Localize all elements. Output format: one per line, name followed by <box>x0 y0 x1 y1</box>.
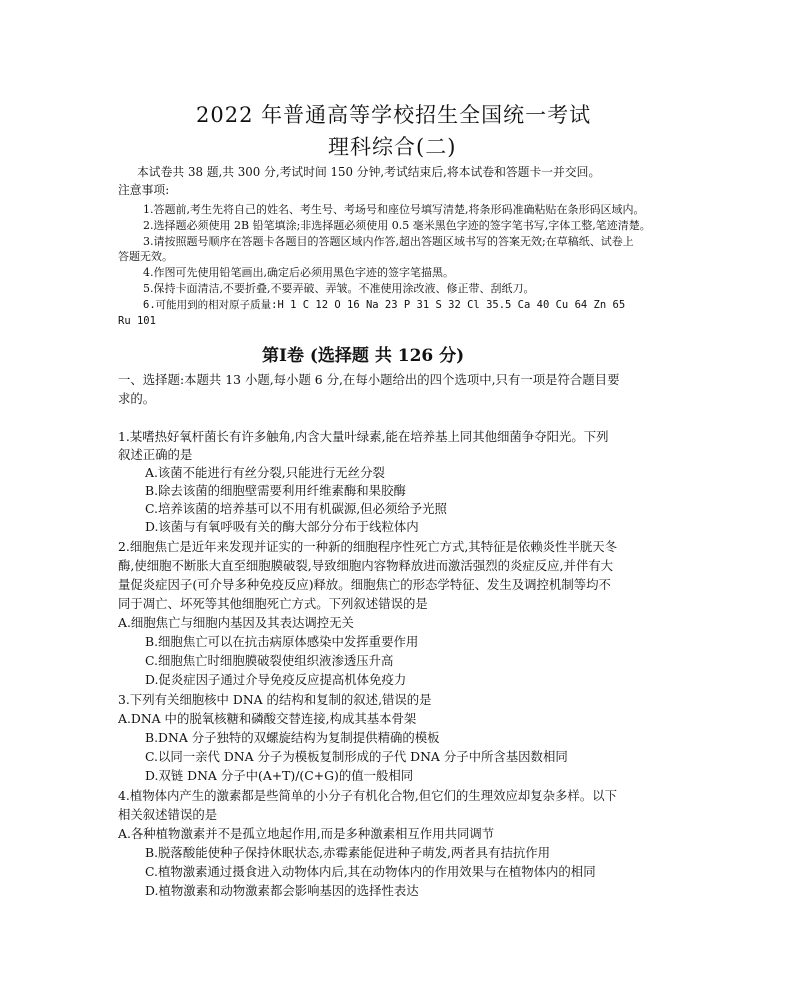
question-stem: 相关叙述错误的是 <box>118 807 218 822</box>
notice-item: 6.可能用到的相对原子质量:H 1 C 12 O 16 Na 23 P 31 S 32 Cl 35.5 Ca 40 Cu 64 Zn 65 <box>143 299 626 311</box>
question-stem: 叙述正确的是 <box>118 447 193 462</box>
option-d: D.双链 DNA 分子中(A+T)/(C+G)的值一般相同 <box>145 768 414 783</box>
notice-item: 5.保持卡面清洁,不要折叠,不要弄破、弄皱。不准使用涂改液、修正带、刮纸刀。 <box>143 282 535 295</box>
question-stem: 同于凋亡、坏死等其他细胞死亡方式。下列叙述错误的是 <box>118 596 428 611</box>
exam-title: 2022 年普通高等学校招生全国统一考试 <box>196 103 592 127</box>
question-stem: 3.下列有关细胞核中 DNA 的结构和复制的叙述,错误的是 <box>118 692 432 707</box>
question-stem: 2.细胞焦亡是近年来发现并证实的一种新的细胞程序性死亡方式,其特征是依赖炎性半胱天冬 <box>118 539 617 554</box>
exam-subtitle: 理科综合(二) <box>328 135 457 159</box>
notice-item: 4.作图可先使用铅笔画出,确定后必须用黑色字迹的签字笔描黑。 <box>143 266 454 279</box>
notice-item: 1.答题前,考生先将自己的姓名、考生号、考场号和座位号填写清楚,将条形码准确粘贴在条形码区域内。 <box>143 203 645 216</box>
option-c: C.培养该菌的培养基可以不用有机碳源,但必须给予光照 <box>145 501 447 516</box>
option-c: C.细胞焦亡时细胞膜破裂使组织液渗透压升高 <box>145 653 394 668</box>
option-c: C.以同一亲代 DNA 分子为模板复制形成的子代 DNA 分子中所含基因数相同 <box>145 749 568 764</box>
notice-heading: 注意事项: <box>118 183 170 197</box>
section-instructions: 求的。 <box>118 391 156 406</box>
notice-item: 2.选择题必须使用 2B 铅笔填涂;非选择题必须使用 0.5 毫米黑色字迹的签字笔书写,字体工整,笔迹清楚。 <box>143 219 651 232</box>
section-instructions: 一、选择题:本题共 13 小题,每小题 6 分,在每小题给出的四个选项中,只有一项是符合题目要 <box>118 372 620 387</box>
option-a: A.细胞焦亡与细胞内基因及其表达调控无关 <box>118 615 354 630</box>
option-d: D.植物激素和动物激素都会影响基因的选择性表达 <box>145 883 419 898</box>
option-b: B.除去该菌的细胞壁需要利用纤维素酶和果胶酶 <box>145 483 406 498</box>
option-a: A.该菌不能进行有丝分裂,只能进行无丝分裂 <box>145 465 385 480</box>
option-a: A.DNA 中的脱氧核糖和磷酸交替连接,构成其基本骨架 <box>118 711 417 726</box>
notice-item: 答题无效。 <box>118 250 173 263</box>
option-b: B.脱落酸能使种子保持休眠状态,赤霉素能促进种子萌发,两者具有拮抗作用 <box>145 845 551 860</box>
option-c: C.植物激素通过摄食进入动物体内后,其在动物体内的作用效果与在植物体内的相同 <box>145 864 596 879</box>
notice-item: Ru 101 <box>118 315 156 327</box>
notice-item: 3.请按照题号顺序在答题卡各题目的答题区域内作答,超出答题区域书写的答案无效;在草稿纸、试卷上 <box>143 235 634 248</box>
option-d: D.促炎症因子通过介导免疫反应提高机体免疫力 <box>145 672 407 687</box>
option-b: B.DNA 分子独特的双螺旋结构为复制提供精确的模板 <box>145 730 440 745</box>
section-title: 第Ⅰ卷 (选择题 共 126 分) <box>262 346 465 366</box>
option-a: A.各种植物激素并不是孤立地起作用,而是多种激素相互作用共同调节 <box>118 826 495 841</box>
question-stem: 酶,使细胞不断胀大直至细胞膜破裂,导致细胞内容物释放进而激活强烈的炎症反应,并伴有大 <box>118 558 614 573</box>
question-stem: 量促炎症因子(可介导多种免疫反应)释放。细胞焦亡的形态学特征、发生及调控机制等均不 <box>118 577 611 592</box>
option-b: B.细胞焦亡可以在抗击病原体感染中发挥重要作用 <box>145 634 419 649</box>
question-stem: 1.某嗜热好氧杆菌长有许多触角,内含大量叶绿素,能在培养基上同其他细菌争夺阳光。下列 <box>118 429 609 444</box>
question-stem: 4.植物体内产生的激素都是些简单的小分子有机化合物,但它们的生理效应却复杂多样。以下 <box>118 788 617 803</box>
option-d: D.该菌与有氧呼吸有关的酶大部分分布于线粒体内 <box>145 519 419 534</box>
exam-intro: 本试卷共 38 题,共 300 分,考试时间 150 分钟,考试结束后,将本试卷和答题卡一并交回。 <box>137 165 601 179</box>
